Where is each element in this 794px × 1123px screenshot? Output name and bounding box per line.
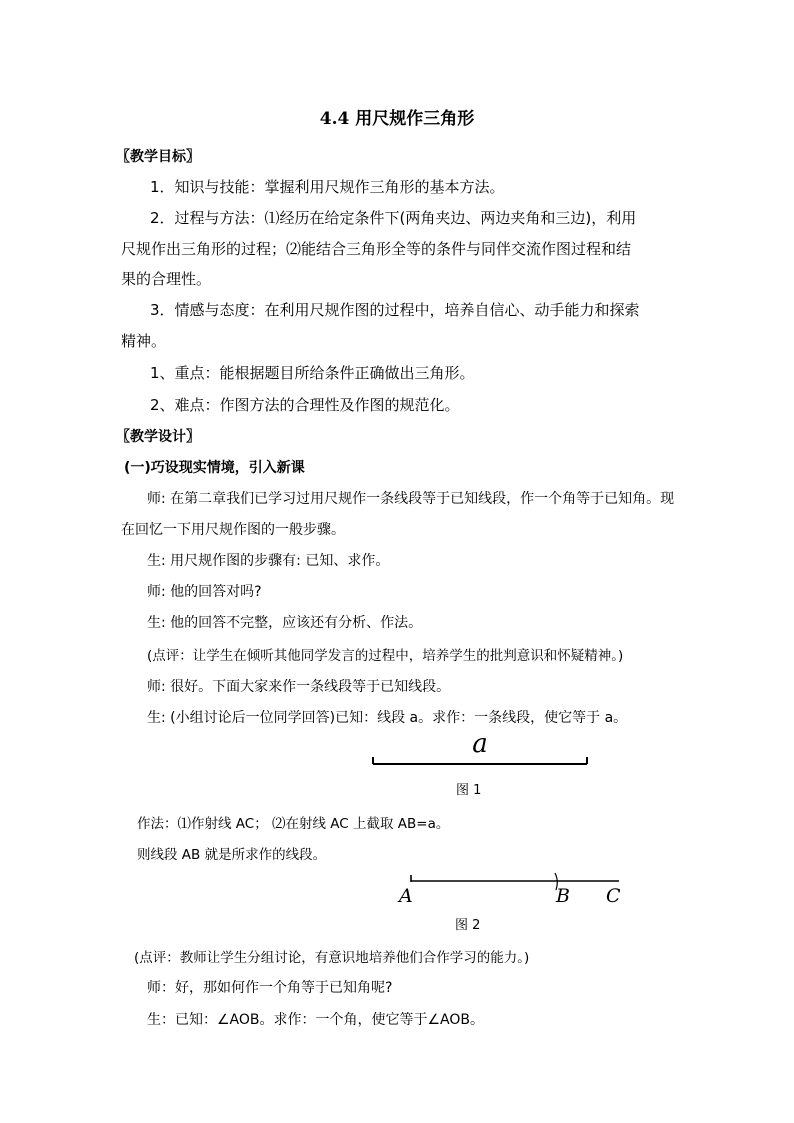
objective-attitude-line1: 3．情感与态度：在利用尺规作图的过程中，培养自信心、动手能力和探索 <box>150 301 640 319</box>
comment-2: (点评：教师让学生分组讨论，有意识地培养他们合作学习的能力。) <box>134 950 530 966</box>
dialogue-student-3: 生: (小组讨论后一位同学回答)已知：线段 a。求作：一条线段，使它等于 a。 <box>147 710 628 726</box>
point-b-label: B <box>556 885 570 907</box>
construction-method: 作法：⑴作射线 AC； ⑵在射线 AC 上截取 AB=a。 <box>137 816 450 832</box>
document-title: 4.4 用尺规作三角形 <box>319 109 475 129</box>
objective-process-line3: 果的合理性。 <box>121 270 212 288</box>
objective-attitude-line2: 精神。 <box>121 332 167 350</box>
dialogue-teacher-1-line2: 在回忆一下用尺规作图的一般步骤。 <box>121 522 345 538</box>
comment-1: (点评：让学生在倾听其他同学发言的过程中，培养学生的批判意识和怀疑精神。) <box>147 648 624 664</box>
key-point: 1、重点：能根据题目所给条件正确做出三角形。 <box>150 364 475 382</box>
design-heading: 〖教学设计〗 <box>116 429 200 445</box>
figure-2-ray <box>395 866 635 908</box>
objective-process-line2: 尺规作出三角形的过程；⑵能结合三角形全等的条件与同伴交流作图过程和结 <box>121 240 632 258</box>
segment-a-label: a <box>472 729 488 759</box>
objective-knowledge: 1．知识与技能：掌握利用尺规作三角形的基本方法。 <box>150 178 505 196</box>
dialogue-student-2: 生: 他的回答不完整，应该还有分析、作法。 <box>147 615 423 631</box>
construction-result: 则线段 AB 就是所求作的线段。 <box>137 847 327 863</box>
dialogue-teacher-1-line1: 师: 在第二章我们已学习过用尺规作一条线段等于已知线段，作一个角等于已知角。现 <box>147 491 675 507</box>
section-heading: (一)巧设现实情境，引入新课 <box>124 460 305 476</box>
figure-1-segment <box>360 722 600 772</box>
point-c-label: C <box>606 885 621 907</box>
dialogue-teacher-3: 师: 很好。下面大家来作一条线段等于已知线段。 <box>147 679 451 695</box>
objective-process-line1: 2．过程与方法：⑴经历在给定条件下(两角夹边、两边夹角和三边)，利用 <box>150 209 637 227</box>
dialogue-teacher-2: 师: 他的回答对吗? <box>147 584 262 600</box>
dialogue-student-4: 生：已知：∠AOB。求作：一个角，使它等于∠AOB。 <box>147 1012 485 1028</box>
figure-2-caption: 图 2 <box>455 918 481 933</box>
dialogue-student-1: 生: 用尺规作图的步骤有: 已知、求作。 <box>147 553 390 569</box>
difficulty-point: 2、难点：作图方法的合理性及作图的规范化。 <box>150 396 460 414</box>
figure-1-caption: 图 1 <box>456 783 482 798</box>
dialogue-teacher-4: 师：好，那如何作一个角等于已知角呢? <box>147 980 393 996</box>
point-a-label: A <box>399 885 413 907</box>
objectives-heading: 〖教学目标〗 <box>116 149 200 165</box>
